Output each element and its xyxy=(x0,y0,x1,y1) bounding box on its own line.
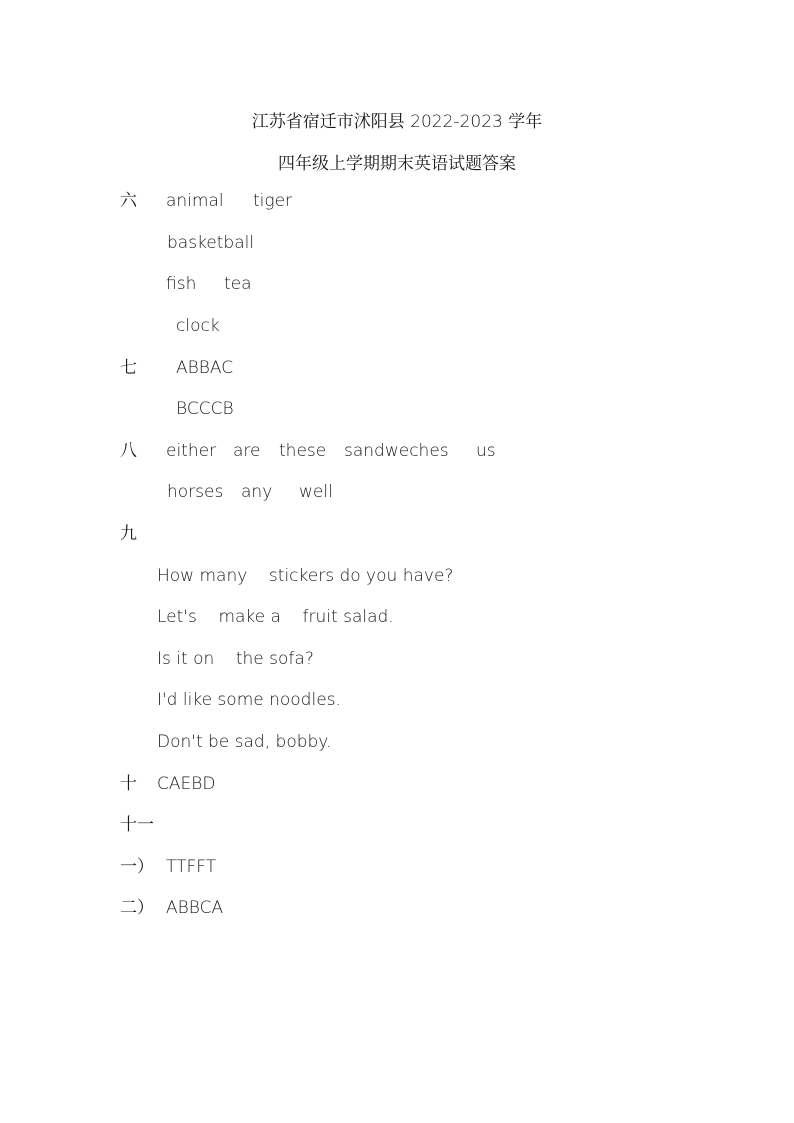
answer-word: either xyxy=(166,441,217,461)
answer-word: tea xyxy=(224,274,252,294)
answer-word: any xyxy=(241,482,273,502)
section-6-label: 六 xyxy=(120,191,137,211)
section-9-label: 九 xyxy=(120,524,137,544)
section-10-label: 十 xyxy=(120,774,137,794)
document-title-line1: 江苏省宿迁市沭阳县 2022-2023 学年 xyxy=(251,112,543,132)
answer-word: these xyxy=(279,441,327,461)
section-8-label: 八 xyxy=(120,441,137,461)
answer-sentence: I'd like some noodles. xyxy=(157,690,341,710)
subsection-label: 二） xyxy=(120,898,154,918)
answer-sequence: CAEBD xyxy=(157,774,216,794)
answer-sequence: ABBAC xyxy=(176,358,234,378)
answer-word: basketball xyxy=(167,233,255,253)
section-11-label: 十一 xyxy=(120,815,154,835)
subsection-label: 一） xyxy=(120,857,154,877)
answer-sequence: ABBCA xyxy=(166,898,224,918)
answer-word: well xyxy=(299,482,333,502)
answer-word: horses xyxy=(167,482,224,502)
answer-word: are xyxy=(233,441,261,461)
answer-word: animal xyxy=(166,191,224,211)
section-7-label: 七 xyxy=(120,358,137,378)
answer-sentence: Is it on the sofa? xyxy=(157,649,314,669)
answer-sentence: Let's make a fruit salad. xyxy=(157,607,394,627)
answer-word: clock xyxy=(176,316,220,336)
answer-sequence: BCCCB xyxy=(176,399,234,419)
answer-sentence: How many stickers do you have? xyxy=(157,566,454,586)
answer-word: fish xyxy=(166,274,197,294)
answer-word: us xyxy=(476,441,496,461)
document-title-line2: 四年级上学期期末英语试题答案 xyxy=(278,154,516,174)
answer-word: tiger xyxy=(253,191,293,211)
answer-sequence: TTFFT xyxy=(166,857,217,877)
answer-sentence: Don't be sad, bobby. xyxy=(157,732,332,752)
answer-word: sandweches xyxy=(344,441,449,461)
